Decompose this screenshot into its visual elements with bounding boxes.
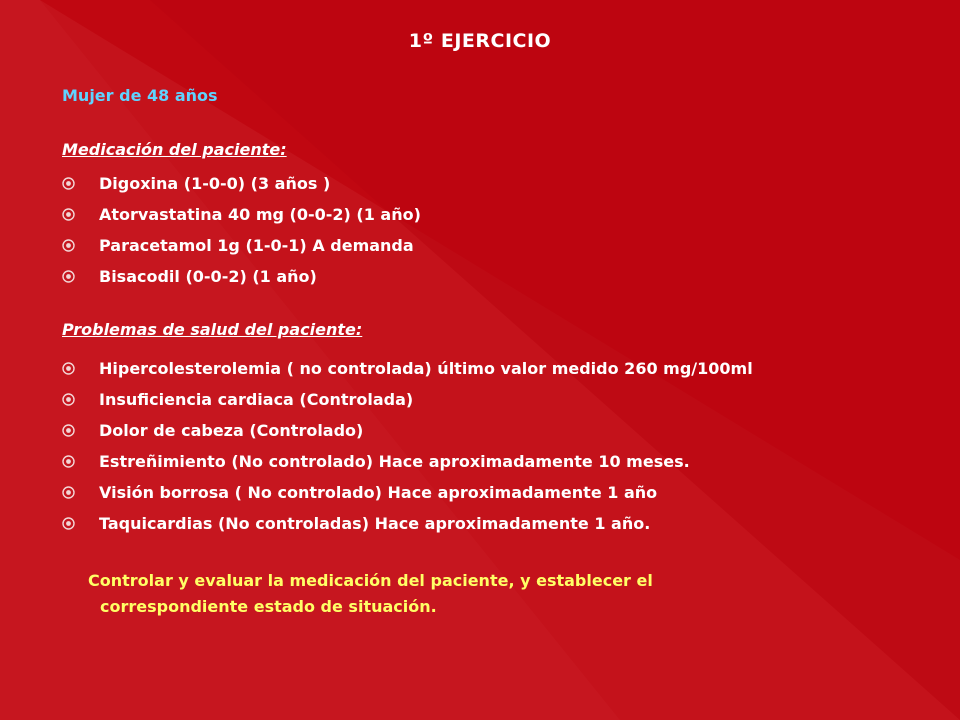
list-item [62,477,753,508]
problem-text: Insuficiencia cardiaca (Controlada) [99,390,414,409]
medication-text: Bisacodil (0-0-2) (1 año) [99,267,317,286]
circle-target-icon [62,393,75,406]
circle-target-icon [62,486,75,499]
problem-text: Estreñimiento (No controlado) Hace aproximadamente 10 meses. [99,452,690,471]
problems-heading: Problemas de salud del paciente: [62,320,363,339]
slide-title: 1º EJERCICIO [408,30,552,52]
list-item [62,168,421,199]
medication-text: Paracetamol 1g (1-0-1) A demanda [99,236,414,255]
circle-target-icon [62,239,75,252]
circle-target-icon [62,455,75,468]
patient-description: Mujer de 48 años [62,86,218,105]
list-item [62,384,753,415]
circle-target-icon [62,177,75,190]
instruction-line-1: Controlar y evaluar la medicación del paciente, y establecer el [88,571,653,590]
medication-list [62,168,421,292]
list-item [62,199,421,230]
circle-target-icon [62,517,75,530]
problem-text: Hipercolesterolemia ( no controlada) último valor medido 260 mg/100ml [99,359,753,378]
problem-text: Taquicardias (No controladas) Hace aproximadamente 1 año. [99,514,651,533]
problem-text: Dolor de cabeza (Controlado) [99,421,364,440]
medication-heading: Medicación del paciente: [62,140,287,159]
circle-target-icon [62,362,75,375]
circle-target-icon [62,208,75,221]
list-item [62,415,753,446]
list-item [62,353,753,384]
list-item [62,261,421,292]
medication-text: Digoxina (1-0-0) (3 años ) [99,174,331,193]
list-item [62,230,421,261]
medication-text: Atorvastatina 40 mg (0-0-2) (1 año) [99,205,421,224]
problem-text: Visión borrosa ( No controlado) Hace aproximadamente 1 año [99,483,658,502]
instruction-line-2: correspondiente estado de situación. [100,597,437,616]
list-item [62,446,753,477]
circle-target-icon [62,424,75,437]
circle-target-icon [62,270,75,283]
instruction-text [88,568,808,620]
problems-list [62,353,753,539]
list-item [62,508,753,539]
